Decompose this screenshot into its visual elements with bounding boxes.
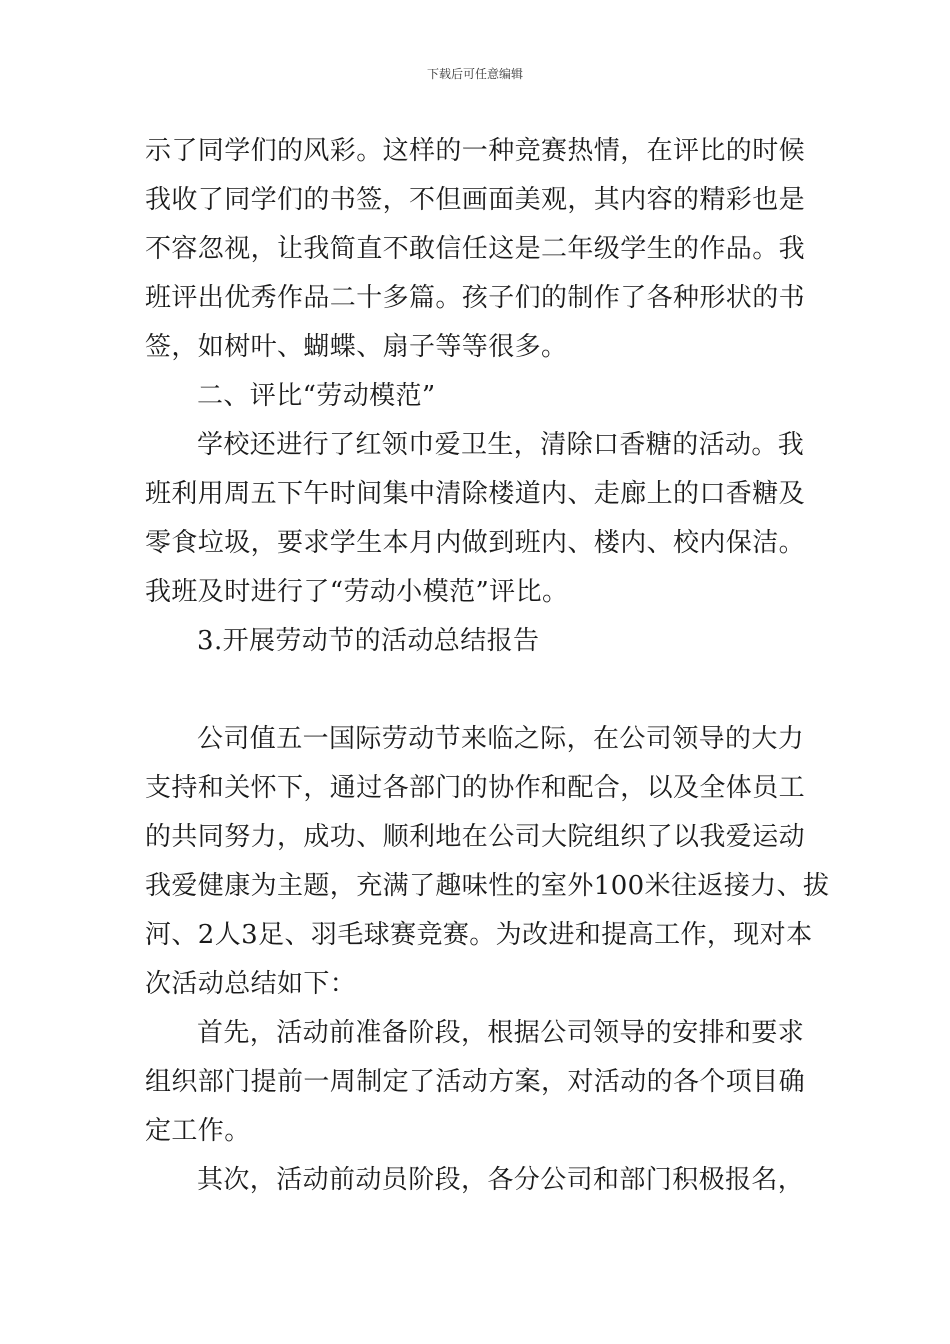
- paragraph-line: 定工作。: [145, 1116, 251, 1146]
- paragraph-line: 支持和关怀下，通过各部门的协作和配合，以及全体员工: [145, 773, 806, 803]
- paragraph-line: 次活动总结如下：: [145, 969, 357, 999]
- paragraph-line: 班评出优秀作品二十多篇。孩子们的制作了各种形状的书: [145, 283, 806, 313]
- paragraph-line: 我收了同学们的书签，不但画面美观，其内容的精彩也是: [145, 185, 806, 215]
- paragraph-line: 我班及时进行了“劳动小模范”评比。: [145, 577, 569, 607]
- paragraph-line: 组织部门提前一周制定了活动方案，对活动的各个项目确: [145, 1067, 806, 1097]
- paragraph-line: 首先，活动前准备阶段，根据公司领导的安排和要求: [197, 1018, 805, 1048]
- section-heading: 3.开展劳动节的活动总结报告: [197, 626, 540, 656]
- section-heading: 二、评比“劳动模范”: [197, 381, 436, 411]
- paragraph-line: 河、2人3足、羽毛球赛竞赛。为改进和提高工作，现对本: [145, 920, 813, 950]
- paragraph-line: 我爱健康为主题，充满了趣味性的室外100米往返接力、拔: [145, 871, 830, 901]
- paragraph-line: 示了同学们的风彩。这样的一种竞赛热情，在评比的时候: [145, 136, 806, 166]
- paragraph-line: 零食垃圾，要求学生本月内做到班内、楼内、校内保洁。: [145, 528, 806, 558]
- blank-line: [145, 666, 807, 715]
- paragraph-line: 其次，活动前动员阶段，各分公司和部门积极报名，: [197, 1165, 805, 1195]
- paragraph-line: 公司值五一国际劳动节来临之际，在公司领导的大力: [197, 724, 805, 754]
- paragraph-line: 不容忽视，让我简直不敢信任这是二年级学生的作品。我: [145, 234, 806, 264]
- page-header: 下载后可任意编辑: [426, 67, 523, 81]
- paragraph-line: 班利用周五下午时间集中清除楼道内、走廊上的口香糖及: [145, 479, 806, 509]
- paragraph-line: 学校还进行了红领巾爱卫生，清除口香糖的活动。我: [197, 430, 805, 460]
- paragraph-line: 签，如树叶、蝴蝶、扇子等等很多。: [145, 332, 568, 362]
- document-body: [145, 127, 830, 1205]
- paragraph-line: 的共同努力，成功、顺利地在公司大院组织了以我爱运动: [145, 822, 806, 852]
